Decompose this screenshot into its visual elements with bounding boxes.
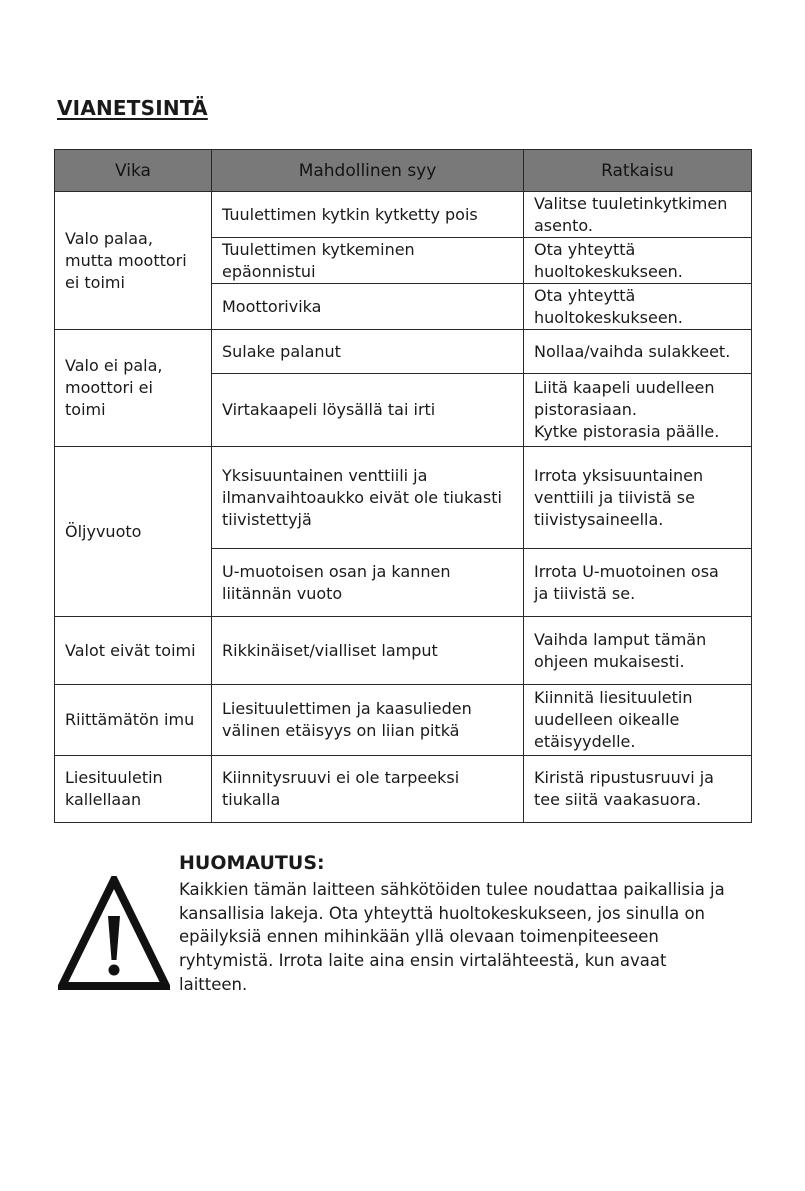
cause-cell: Kiinnitysruuvi ei ole tarpeeksi tiukalla — [212, 756, 524, 823]
solution-cell: Irrota yksisuuntainen venttiili ja tiivistä se tiivistysaineella. — [524, 447, 752, 549]
solution-cell: Ota yhteyttä huoltokeskukseen. — [524, 238, 752, 284]
fault-cell: Liesituuletin kallellaan — [55, 756, 212, 823]
solution-cell: Kiristä ripustusruuvi ja tee siitä vaakasuora. — [524, 756, 752, 823]
header-cause: Mahdollinen syy — [212, 150, 524, 192]
table-row — [55, 756, 752, 823]
cause-cell: Rikkinäiset/vialliset lamput — [212, 617, 524, 685]
page-title: VIANETSINTÄ — [57, 96, 208, 120]
fault-cell: Riittämätön imu — [55, 685, 212, 756]
notice-body: Kaikkien tämän laitteen sähkötöiden tulee noudattaa paikallisia ja kansallisia lakeja. Ota yhteyttä huoltokeskukseen, jos sinulla on epäilyksiä ennen mihinkään yllä olevaan toimenpiteeseen ryhtymistä. Irrota laite aina ensin virtalähteestä, kun avaat laitteen. — [179, 880, 725, 994]
cause-cell: Tuulettimen kytkeminen epäonnistui — [212, 238, 524, 284]
cause-cell: Sulake palanut — [212, 330, 524, 374]
notice-title: HUOMAUTUS: — [179, 852, 325, 874]
solution-cell: Kiinnitä liesituuletin uudelleen oikealle etäisyydelle. — [524, 685, 752, 756]
solution-cell: Liitä kaapeli uudelleen pistorasiaan. Kytke pistorasia päälle. — [524, 374, 752, 447]
cause-cell: Yksisuuntainen venttiili ja ilmanvaihtoaukko eivät ole tiukasti tiivistettyjä — [212, 447, 524, 549]
fault-cell: Valo ei pala, moottori ei toimi — [55, 330, 212, 447]
cause-cell: Liesituulettimen ja kaasulieden välinen etäisyys on liian pitkä — [212, 685, 524, 756]
table-row — [55, 447, 752, 549]
table-header-row — [55, 150, 752, 192]
solution-cell: Ota yhteyttä huoltokeskukseen. — [524, 284, 752, 330]
fault-cell: Valo palaa, mutta moottori ei toimi — [55, 192, 212, 330]
header-fault: Vika — [55, 150, 212, 192]
solution-cell: Valitse tuuletinkytkimen asento. — [524, 192, 752, 238]
table-row — [55, 192, 752, 238]
fault-cell: Valot eivät toimi — [55, 617, 212, 685]
cause-cell: Moottorivika — [212, 284, 524, 330]
cause-cell: U-muotoisen osan ja kannen liitännän vuoto — [212, 549, 524, 617]
cause-cell: Tuulettimen kytkin kytketty pois — [212, 192, 524, 238]
troubleshooting-table — [54, 149, 752, 823]
warning-triangle-icon — [58, 876, 170, 991]
table-row — [55, 617, 752, 685]
table-row — [55, 685, 752, 756]
header-solution: Ratkaisu — [524, 150, 752, 192]
solution-cell: Nollaa/vaihda sulakkeet. — [524, 330, 752, 374]
table-row — [55, 330, 752, 374]
cause-cell: Virtakaapeli löysällä tai irti — [212, 374, 524, 447]
solution-cell: Irrota U-muotoinen osa ja tiivistä se. — [524, 549, 752, 617]
solution-cell: Vaihda lamput tämän ohjeen mukaisesti. — [524, 617, 752, 685]
fault-cell: Öljyvuoto — [55, 447, 212, 617]
